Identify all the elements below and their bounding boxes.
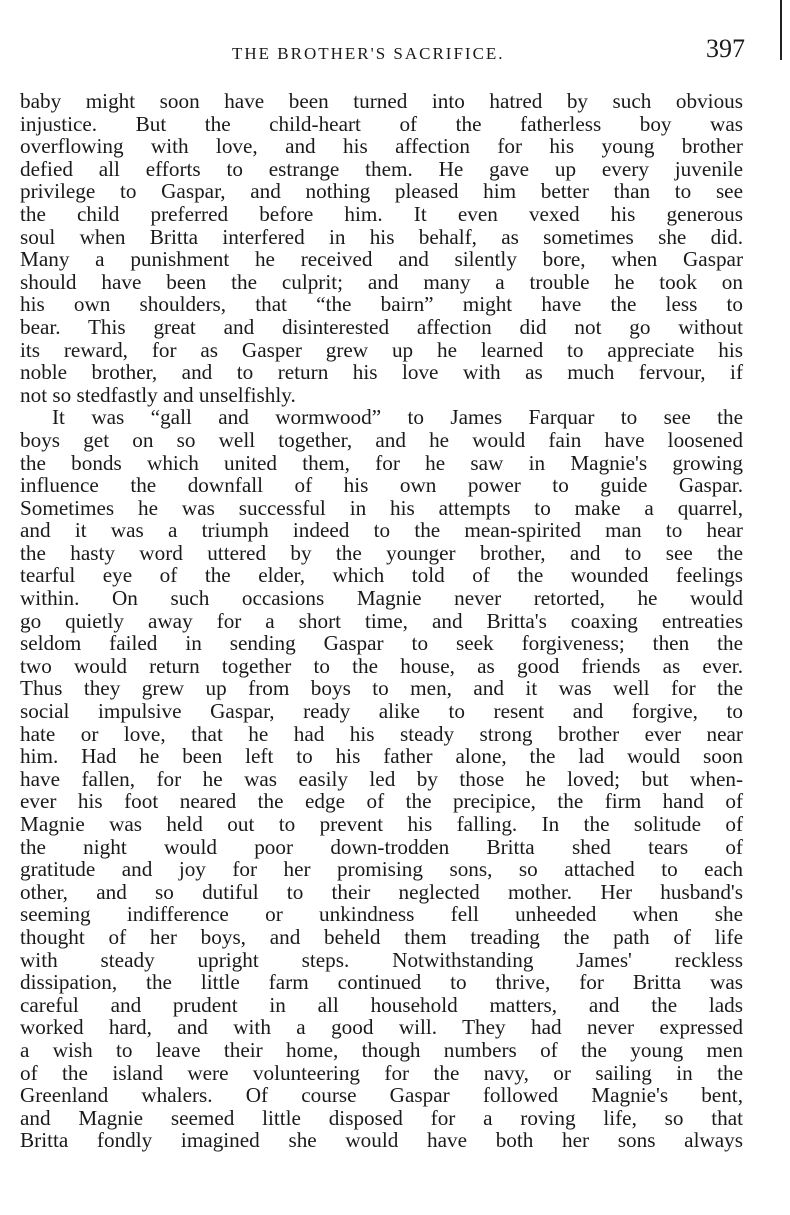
text-line: a wish to leave their home, though numbers of the young men xyxy=(20,1037,743,1062)
text-line: hate or love, that he had his steady strong brother ever near xyxy=(20,721,743,746)
text-line: the hasty word uttered by the younger brother, and to see the xyxy=(20,540,743,565)
text-line: tearful eye of the elder, which told of the wounded feelings xyxy=(20,563,743,588)
text-line: with steady upright steps. Notwithstanding James' reckless xyxy=(20,947,743,972)
text-line: boys get on so well together, and he would fain have loosened xyxy=(20,427,743,452)
text-line: and Magnie seemed little disposed for a roving life, so that xyxy=(20,1105,743,1130)
text-line: Many a punishment he received and silently bore, when Gaspar xyxy=(20,247,743,272)
text-line: not so stedfastly and unselfishly. xyxy=(20,382,296,407)
page-header xyxy=(20,32,745,68)
body-text xyxy=(20,90,743,1152)
text-line: the night would poor down-trodden Britta shed tears of xyxy=(20,834,743,859)
text-line: within. On such occasions Magnie never retorted, he would xyxy=(20,586,743,611)
text-line: Sometimes he was successful in his attempts to make a quarrel, xyxy=(20,495,743,520)
text-line: social impulsive Gaspar, ready alike to resent and forgive, to xyxy=(20,699,743,724)
text-line: should have been the culprit; and many a trouble he took on xyxy=(20,269,743,294)
text-line: and it was a triumph indeed to the mean-spirited man to hear xyxy=(20,518,743,543)
text-line: influence the downfall of his own power to guide Gaspar. xyxy=(20,473,743,498)
text-line: two would return together to the house, as good friends as ever. xyxy=(20,653,743,678)
text-line: have fallen, for he was easily led by those he loved; but when- xyxy=(20,766,743,791)
text-line: soul when Britta interfered in his behalf, as sometimes she did. xyxy=(20,224,743,249)
text-line: seldom failed in sending Gaspar to seek forgiveness; then the xyxy=(20,631,743,656)
text-line: the bonds which united them, for he saw in Magnie's growing xyxy=(20,450,743,475)
text-line: Thus they grew up from boys to men, and it was well for the xyxy=(20,676,743,701)
text-line: thought of her boys, and beheld them treading the path of life xyxy=(20,924,743,949)
text-line: seeming indifference or unkindness fell unheeded when she xyxy=(20,902,743,927)
page-edge-rule xyxy=(780,0,782,60)
text-line: Greenland whalers. Of course Gaspar followed Magnie's bent, xyxy=(20,1083,743,1108)
text-line: the child preferred before him. It even vexed his generous xyxy=(20,201,743,226)
text-line: dissipation, the little farm continued to thrive, for Britta was xyxy=(20,970,743,995)
text-line: privilege to Gaspar, and nothing pleased him better than to see xyxy=(20,179,743,204)
text-line: It was “gall and wormwood” to James Farquar to see the xyxy=(52,405,743,430)
text-line: Magnie was held out to prevent his falling. In the solitude of xyxy=(20,812,743,836)
text-line: noble brother, and to return his love with as much fervour, if xyxy=(20,360,743,385)
text-line: bear. This great and disinterested affection did not go without xyxy=(20,314,743,339)
text-line: of the island were volunteering for the navy, or sailing in the xyxy=(20,1060,743,1085)
text-line: Britta fondly imagined she would have both her sons always xyxy=(20,1128,743,1153)
text-line: him. Had he been left to his father alone, the lad would soon xyxy=(20,744,743,769)
running-title: THE BROTHER'S SACRIFICE. xyxy=(232,44,505,63)
text-line: go quietly away for a short time, and Britta's coaxing entreaties xyxy=(20,608,743,633)
text-line: overflowing with love, and his affection for his young brother xyxy=(20,134,743,159)
text-line: ever his foot neared the edge of the precipice, the firm hand of xyxy=(20,789,743,814)
text-line: baby might soon have been turned into hatred by such obvious xyxy=(20,89,743,113)
text-line: his own shoulders, that “the bairn” might have the less to xyxy=(20,292,743,317)
text-line: careful and prudent in all household matters, and the lads xyxy=(20,992,743,1017)
text-line: injustice. But the child-heart of the fatherless boy was xyxy=(20,111,743,136)
text-line: its reward, for as Gasper grew up he learned to appreciate his xyxy=(20,337,743,362)
text-line: gratitude and joy for her promising sons, so attached to each xyxy=(20,857,743,882)
text-line: defied all efforts to estrange them. He gave up every juvenile xyxy=(20,156,743,181)
text-line: other, and so dutiful to their neglected mother. Her husband's xyxy=(20,879,743,904)
page-number: 397 xyxy=(706,34,745,63)
text-line: worked hard, and with a good will. They had never expressed xyxy=(20,1015,743,1040)
